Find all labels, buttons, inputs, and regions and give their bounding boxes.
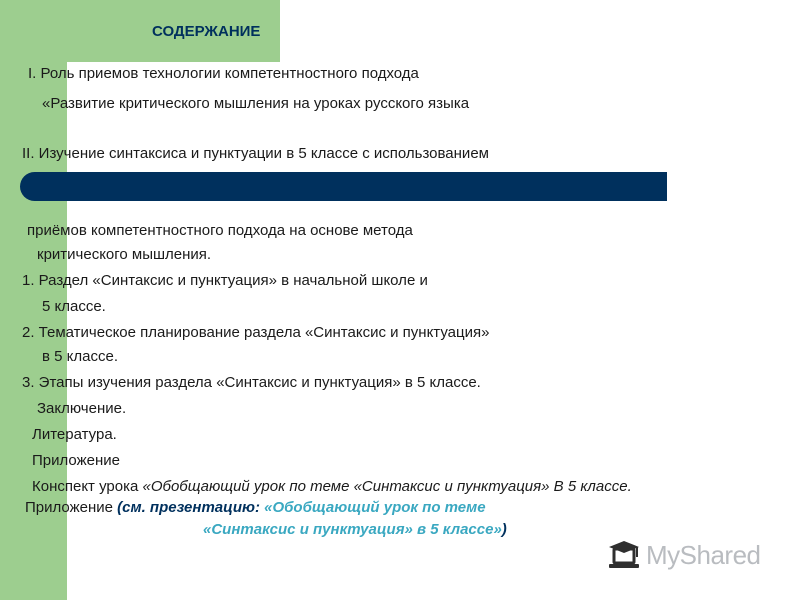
toc-line-10: 3. Этапы изучения раздела «Синтаксис и пунктуация» в 5 классе. bbox=[22, 374, 481, 391]
toc-line-1: I. Роль приемов технологии компетентностного подхода bbox=[28, 65, 419, 82]
toc-line-5: критического мышления. bbox=[37, 246, 212, 263]
prilozhenie-close: ) bbox=[501, 521, 507, 538]
toc-line-9: в 5 классе. bbox=[42, 348, 118, 365]
mortarboard-laptop-icon bbox=[606, 539, 642, 573]
prilozhenie-teal-2: «Синтаксис и пунктуация» в 5 классе» bbox=[203, 521, 502, 538]
toc-line-konspekt bbox=[32, 478, 632, 496]
toc-line-6: 1. Раздел «Синтаксис и пунктуация» в начальной школе и bbox=[22, 272, 428, 289]
toc-line-prilozhenie-2 bbox=[203, 521, 507, 539]
toc-line-11: Заключение. bbox=[37, 400, 127, 417]
konspekt-title: «Обобщающий урок по теме «Синтаксис и пунктуация» В 5 классе. bbox=[142, 478, 632, 495]
toc-line-13: Приложение bbox=[32, 452, 120, 469]
myshared-logo bbox=[606, 538, 766, 574]
toc-line-2: «Развитие критического мышления на уроках русского языка bbox=[42, 95, 470, 112]
page-title: СОДЕРЖАНИЕ bbox=[152, 23, 261, 40]
prilozhenie-open: (см. презентацию: bbox=[117, 499, 265, 516]
navy-divider-bar bbox=[20, 172, 667, 201]
toc-line-8: 2. Тематическое планирование раздела «Синтаксис и пунктуация» bbox=[22, 324, 490, 341]
konspekt-lead: Конспект урока bbox=[32, 478, 143, 495]
toc-line-7: 5 классе. bbox=[42, 298, 106, 315]
logo-text: MyShared bbox=[646, 540, 761, 570]
prilozhenie-lead: Приложение bbox=[25, 499, 118, 516]
toc-line-12: Литература. bbox=[32, 426, 117, 443]
toc-line-3: II. Изучение синтаксиса и пунктуации в 5 классе с использованием bbox=[22, 145, 489, 162]
prilozhenie-teal-1: «Обобщающий урок по теме bbox=[264, 499, 486, 516]
toc-line-4: приёмов компетентностного подхода на основе метода bbox=[27, 222, 413, 239]
toc-line-prilozhenie bbox=[25, 499, 486, 517]
